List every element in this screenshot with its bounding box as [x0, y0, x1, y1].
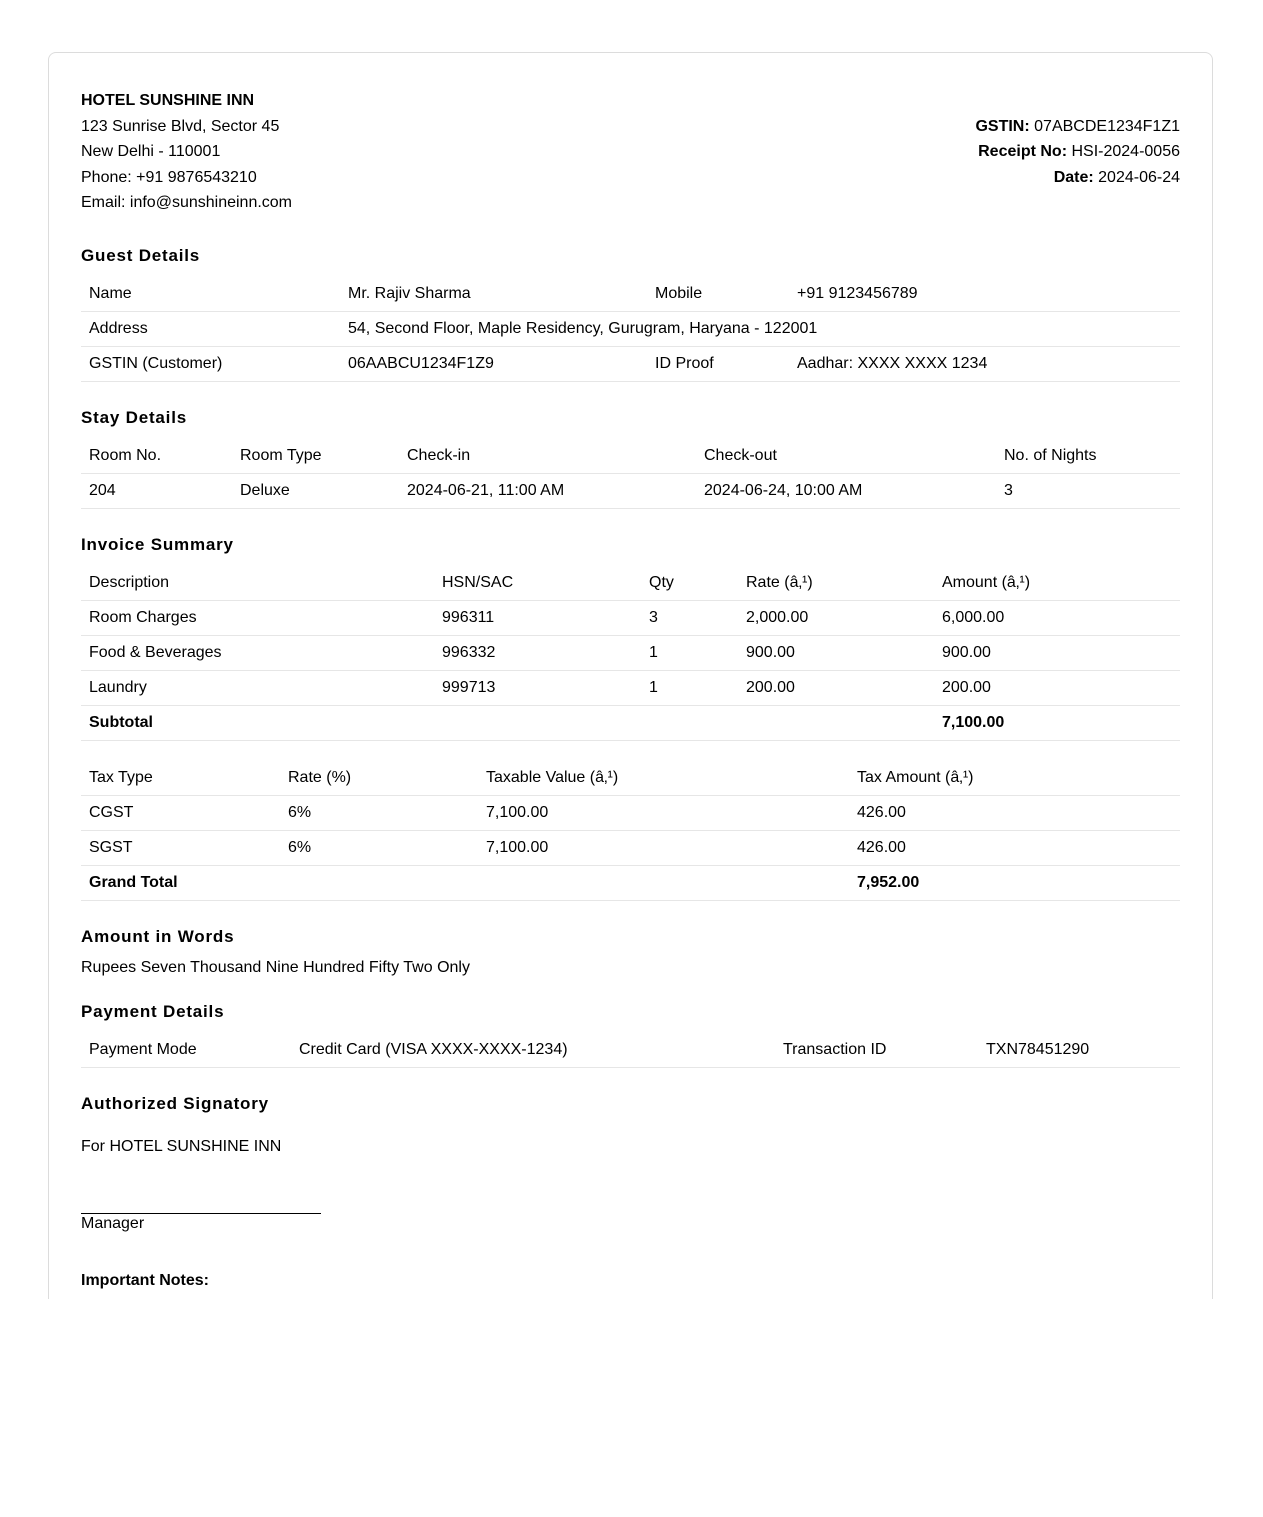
- table-row: [81, 474, 1180, 509]
- grand-total-value: 7,952.00: [849, 866, 1180, 901]
- column-header: Tax Amount (â‚¹): [849, 761, 1180, 796]
- guest-gstin-label: GSTIN (Customer): [81, 347, 340, 382]
- room-number: 204: [81, 474, 232, 509]
- column-header: Qty: [641, 566, 738, 601]
- gstin-value: 07ABCDE1234F1Z1: [1034, 117, 1180, 135]
- tax-table: [81, 761, 1180, 901]
- important-notes-heading: Important Notes:: [81, 1272, 209, 1289]
- payment-mode-value: Credit Card (VISA XXXX-XXXX-1234): [291, 1033, 775, 1068]
- table-header-row: [81, 761, 1180, 796]
- item-description: Room Charges: [81, 601, 434, 636]
- tax-amount: 426.00: [849, 831, 1180, 866]
- table-row: [81, 1033, 1180, 1068]
- receipt-number-value: HSI-2024-0056: [1071, 143, 1180, 160]
- signatory-heading: Authorized Signatory: [81, 1094, 269, 1113]
- amount-in-words-heading: Amount in Words: [81, 927, 235, 946]
- hotel-address-line1: 123 Sunrise Blvd, Sector 45: [81, 117, 280, 135]
- guest-gstin-value: 06AABCU1234F1Z9: [340, 347, 647, 382]
- guest-address-label: Address: [81, 312, 340, 347]
- guest-name-value: Mr. Rajiv Sharma: [340, 277, 647, 312]
- column-header: Room No.: [81, 439, 232, 474]
- hotel-info: [81, 88, 292, 212]
- table-row: [81, 636, 1180, 671]
- stay-details-section: [81, 439, 1180, 509]
- item-amount: 200.00: [934, 671, 1180, 706]
- column-header: No. of Nights: [996, 439, 1180, 474]
- item-rate: 200.00: [738, 671, 934, 706]
- signatory-title: Manager: [81, 1215, 145, 1232]
- signature-area: [81, 1213, 1180, 1234]
- room-type: Deluxe: [232, 474, 399, 509]
- date-label: Date:: [1053, 168, 1094, 186]
- subtotal-label: Subtotal: [81, 706, 934, 741]
- hotel-address-line2: New Delhi - 110001: [81, 143, 221, 160]
- table-row: [81, 671, 1180, 706]
- receipt-card: [48, 52, 1213, 1299]
- payment-mode-label: Payment Mode: [81, 1033, 291, 1068]
- hotel-name: HOTEL SUNSHINE INN: [81, 92, 255, 109]
- table-row: [81, 347, 1180, 382]
- nights: 3: [996, 474, 1180, 509]
- transaction-id-value: TXN78451290: [978, 1033, 1180, 1068]
- guest-name-label: Name: [81, 277, 340, 312]
- column-header: Rate (â‚¹): [738, 566, 934, 601]
- item-qty: 1: [641, 636, 738, 671]
- tax-section: [81, 761, 1180, 901]
- stay-details-table: [81, 439, 1180, 509]
- column-header: Tax Type: [81, 761, 280, 796]
- guest-id-proof-value: Aadhar: XXXX XXXX 1234: [789, 347, 1180, 382]
- date-value: 2024-06-24: [1098, 168, 1180, 186]
- signatory-for-text: For HOTEL SUNSHINE INN: [81, 1138, 282, 1155]
- column-header: Amount (â‚¹): [934, 566, 1180, 601]
- hotel-email: Email: info@sunshineinn.com: [81, 194, 293, 211]
- amount-in-words-text: Rupees Seven Thousand Nine Hundred Fifty Two Only: [81, 959, 470, 976]
- column-header: Check-in: [399, 439, 696, 474]
- check-out: 2024-06-24, 10:00 AM: [696, 474, 996, 509]
- item-qty: 1: [641, 671, 738, 706]
- receipt-number-line: [975, 139, 1180, 165]
- item-description: Food & Beverages: [81, 636, 434, 671]
- tax-amount: 426.00: [849, 796, 1180, 831]
- column-header: Description: [81, 566, 434, 601]
- column-header: Rate (%): [280, 761, 478, 796]
- stay-details-heading: Stay Details: [81, 408, 187, 427]
- guest-details-table: [81, 277, 1180, 382]
- taxable-value: 7,100.00: [478, 796, 849, 831]
- table-header-row: [81, 566, 1180, 601]
- item-hsn: 996332: [434, 636, 641, 671]
- gstin-line: [975, 114, 1180, 140]
- item-rate: 2,000.00: [738, 601, 934, 636]
- check-in: 2024-06-21, 11:00 AM: [399, 474, 696, 509]
- guest-address-value: 54, Second Floor, Maple Residency, Gurugram, Haryana - 122001: [340, 312, 1180, 347]
- hotel-phone: Phone: +91 9876543210: [81, 168, 257, 186]
- subtotal-value: 7,100.00: [934, 706, 1180, 741]
- item-qty: 3: [641, 601, 738, 636]
- invoice-table: [81, 566, 1180, 741]
- table-row: [81, 277, 1180, 312]
- tax-rate: 6%: [280, 796, 478, 831]
- taxable-value: 7,100.00: [478, 831, 849, 866]
- guest-details-heading: Guest Details: [81, 246, 201, 265]
- table-row: [81, 312, 1180, 347]
- item-hsn: 996311: [434, 601, 641, 636]
- guest-mobile-label: Mobile: [647, 277, 789, 312]
- item-amount: 6,000.00: [934, 601, 1180, 636]
- column-header: HSN/SAC: [434, 566, 641, 601]
- tax-type: CGST: [81, 796, 280, 831]
- receipt-number-label: Receipt No:: [978, 143, 1068, 160]
- invoice-summary-section: [81, 566, 1180, 741]
- item-rate: 900.00: [738, 636, 934, 671]
- column-header: Check-out: [696, 439, 996, 474]
- transaction-id-label: Transaction ID: [775, 1033, 978, 1068]
- table-row: [81, 601, 1180, 636]
- table-header-row: [81, 439, 1180, 474]
- table-row: [81, 796, 1180, 831]
- receipt-header: [81, 88, 1180, 212]
- table-row: [81, 831, 1180, 866]
- guest-details-section: [81, 277, 1180, 382]
- tax-rate: 6%: [280, 831, 478, 866]
- guest-id-proof-label: ID Proof: [647, 347, 789, 382]
- gstin-label: GSTIN:: [975, 117, 1030, 135]
- invoice-summary-heading: Invoice Summary: [81, 535, 234, 554]
- date-line: [975, 165, 1180, 191]
- item-amount: 900.00: [934, 636, 1180, 671]
- payment-table: [81, 1033, 1180, 1068]
- item-hsn: 999713: [434, 671, 641, 706]
- tax-type: SGST: [81, 831, 280, 866]
- guest-mobile-value: +91 9123456789: [789, 277, 1180, 312]
- column-header: Room Type: [232, 439, 399, 474]
- subtotal-row: [81, 706, 1180, 741]
- receipt-meta: [975, 88, 1180, 212]
- payment-details-heading: Payment Details: [81, 1002, 225, 1021]
- item-description: Laundry: [81, 671, 434, 706]
- column-header: Taxable Value (â‚¹): [478, 761, 849, 796]
- grand-total-row: [81, 866, 1180, 901]
- payment-details-section: [81, 1033, 1180, 1068]
- grand-total-label: Grand Total: [81, 866, 849, 901]
